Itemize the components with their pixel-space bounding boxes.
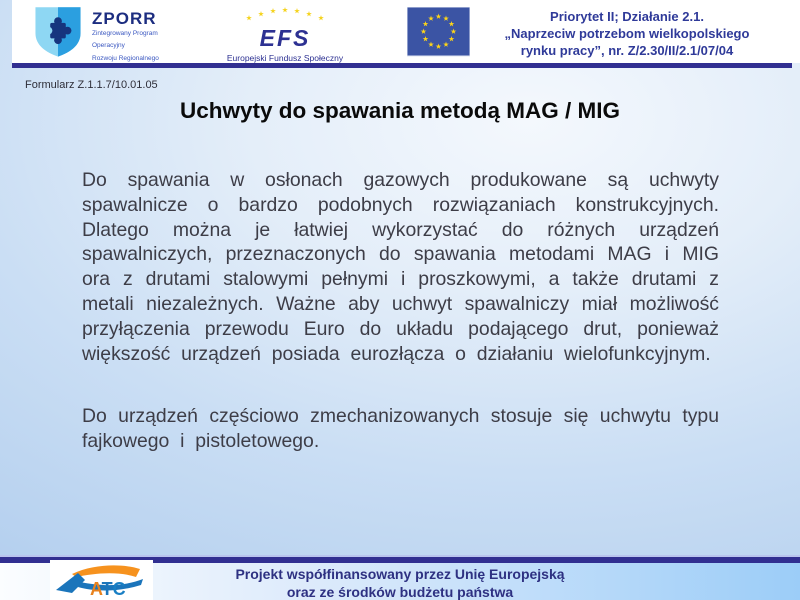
priority-line: Priorytet II; Działanie 2.1. [550,9,704,24]
efs-caption: Europejski Fundusz Społeczny [226,53,344,63]
atc-letter: A [90,579,102,599]
atc-letter: T [101,579,113,599]
zporr-logo [32,4,159,64]
slide-title: Uchwyty do spawania metodą MAG / MIG [179,98,621,123]
footer-line-1: Projekt współfinansowany przez Unię Europejską [235,566,565,582]
slide-body [82,168,719,454]
zporr-subtitle-line: Zintegrowany Program [92,30,158,37]
eu-flag-icon [407,7,470,57]
zporr-text [92,4,159,64]
efs-stars-icon [215,6,355,22]
atc-letter: C [112,579,126,599]
priority-line: rynku pracy”, nr. Z/2.30/II/2.1/07/04 [520,42,734,58]
header [12,0,800,63]
project-reference [462,9,792,60]
paragraph-2: Do urządzeń częściowo zmechanizowanych stosuje się uchwytu typu fajkowego i pistoletowego. [82,405,719,453]
form-label: Formularz Z.1.1.7/10.01.05 [25,79,158,91]
zporr-name: ZPORR [92,9,157,28]
zporr-shield-icon [32,4,84,59]
efs-logo [215,6,355,63]
efs-name: EFS [259,25,311,51]
footer [0,563,800,600]
priority-line: „Naprzeciw potrzebom wielkopolskiego [504,25,750,41]
footer-line-2: oraz ze środków budżetu państwa [286,583,514,600]
paragraph-1: Do spawania w osłonach gazowych produkowane są uchwyty spawalnicze o bardzo podobnych rozwiązaniach konstrukcyjnych. Dlatego można je łatwiej wykorzystać do różnych urządzeń spawalniczych, przeznaczonych do spawania metodami MAG i MIG ora z drutami stalowymi pełnymi i proszkowymi, a także drutami z metali niezależnych. Ważne aby uchwyt spawalniczy miał możliwość przyłączenia przewodu Euro do układu podającego drut, ponieważ większość urządzeń posiada eurozłącza o działaniu wielofunkcyjnym. [82,169,719,365]
header-divider [12,63,792,68]
zporr-subtitle-line: Rozwoju Regionalnego [92,54,159,62]
zporr-subtitle-line: Operacyjny [92,42,125,50]
footer-text [0,566,800,600]
